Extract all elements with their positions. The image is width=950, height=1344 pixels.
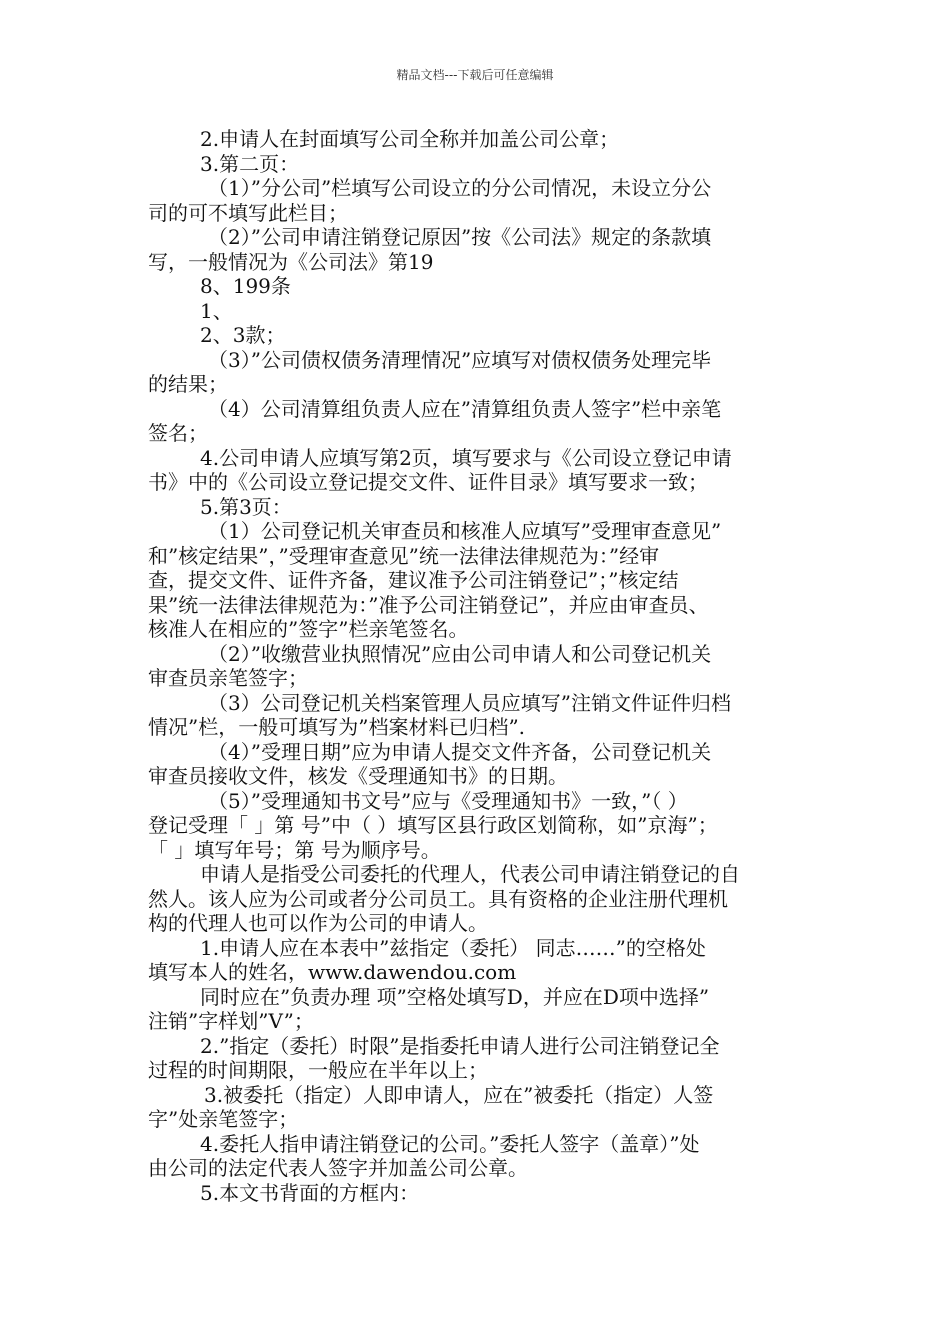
text-line: 2.”指定（委托）时限”是指委托申请人进行公司注销登记全: [200, 1033, 720, 1058]
text-line: 登记受理「 」第 号”中（ ）填写区县行政区划简称，如”京海”；: [148, 813, 718, 837]
text-line: 审查员接收文件，核发《受理通知书》的日期。: [148, 764, 568, 788]
text-line: 果”统一法律法律规范为：”准予公司注销登记”，并应由审查员、: [148, 592, 709, 617]
document-body: [148, 127, 828, 1205]
text-line: 签名；: [148, 421, 208, 445]
text-line: （5）”受理通知书文号”应与《受理通知书》一致，”（ ）: [208, 788, 688, 813]
text-line: 申请人是指受公司委托的代理人，代表公司申请注销登记的自: [200, 862, 740, 886]
text-line: 字”处亲笔签字；: [148, 1107, 299, 1131]
text-line: 过程的时间期限，一般应在半年以上；: [148, 1058, 488, 1082]
text-line: （2）”公司申请注销登记原因”按《公司法》规定的条款填: [208, 225, 712, 249]
text-line: 构的代理人也可以作为公司的申请人。: [148, 911, 488, 935]
text-line: （3）公司登记机关档案管理人员应填写”注销文件证件归档: [208, 690, 731, 715]
text-line: （3）”公司债权债务清理情况”应填写对债权债务处理完毕: [208, 347, 712, 372]
text-line: 5.第3页：: [200, 494, 292, 519]
text-line: 2.申请人在封面填写公司全称并加盖公司公章；: [200, 127, 620, 151]
text-line: 审查员亲笔签字；: [148, 666, 308, 690]
text-line: 8、199条: [200, 274, 291, 298]
text-line: 司的可不填写此栏目；: [148, 200, 348, 225]
text-line: 核准人在相应的”签字”栏亲笔签名。: [148, 617, 469, 641]
text-line: 查，提交文件、证件齐备，建议准予公司注销登记”；”核定结: [148, 568, 679, 592]
text-line: 然人。该人应为公司或者分公司员工。具有资格的企业注册代理机: [148, 886, 728, 911]
text-line: 3.被委托（指定）人即申请人，应在”被委托（指定）人签: [204, 1082, 714, 1107]
text-line: （2）”收缴营业执照情况”应由公司申请人和公司登记机关: [208, 641, 712, 666]
text-line: 情况”栏，一般可填写为”档案材料已归档”.: [148, 715, 526, 739]
text-line: （1）公司登记机关审查员和核准人应填写”受理审查意见”: [208, 519, 722, 543]
text-line: 1、: [200, 298, 233, 323]
text-line: 的结果；: [148, 372, 228, 396]
text-line: 书》中的《公司设立登记提交文件、证件目录》填写要求一致；: [148, 470, 708, 494]
text-line: 1.申请人应在本表中”兹指定（委托） 同志……”的空格处: [200, 935, 706, 960]
text-line: 3.第二页：: [200, 151, 300, 176]
text-line: 4.公司申请人应填写第2页，填写要求与《公司设立登记申请: [200, 445, 732, 470]
text-line: 填写本人的姓名，www.dawendou.com: [148, 960, 517, 984]
text-line: 4.委托人指申请注销登记的公司。”委托人签字（盖章）”处: [200, 1131, 700, 1156]
text-line: （4）”受理日期”应为申请人提交文件齐备，公司登记机关: [208, 739, 712, 764]
text-line: 同时应在”负责办理 项”空格处填写D，并应在D项中选择”: [200, 984, 710, 1009]
text-line: （4）公司清算组负责人应在”清算组负责人签字”栏中亲笔: [208, 396, 722, 421]
text-line: （1）”分公司”栏填写公司设立的分公司情况，未设立分公: [208, 176, 712, 200]
text-line: 由公司的法定代表人签字并加盖公司公章。: [148, 1156, 528, 1180]
text-line: 注销”字样划”V”；: [148, 1009, 314, 1033]
page-header: 精品文档---下载后可任意编辑: [396, 68, 554, 82]
text-line: 写，一般情况为《公司法》第19: [148, 249, 434, 274]
text-line: 2、3款；: [200, 323, 286, 347]
text-line: 和”核定结果”，”受理审查意见”统一法律法律规范为：”经审: [148, 543, 660, 568]
text-line: 5.本文书背面的方框内：: [200, 1180, 420, 1205]
text-line: 「 」填写年号；第 号为顺序号。: [148, 837, 441, 862]
